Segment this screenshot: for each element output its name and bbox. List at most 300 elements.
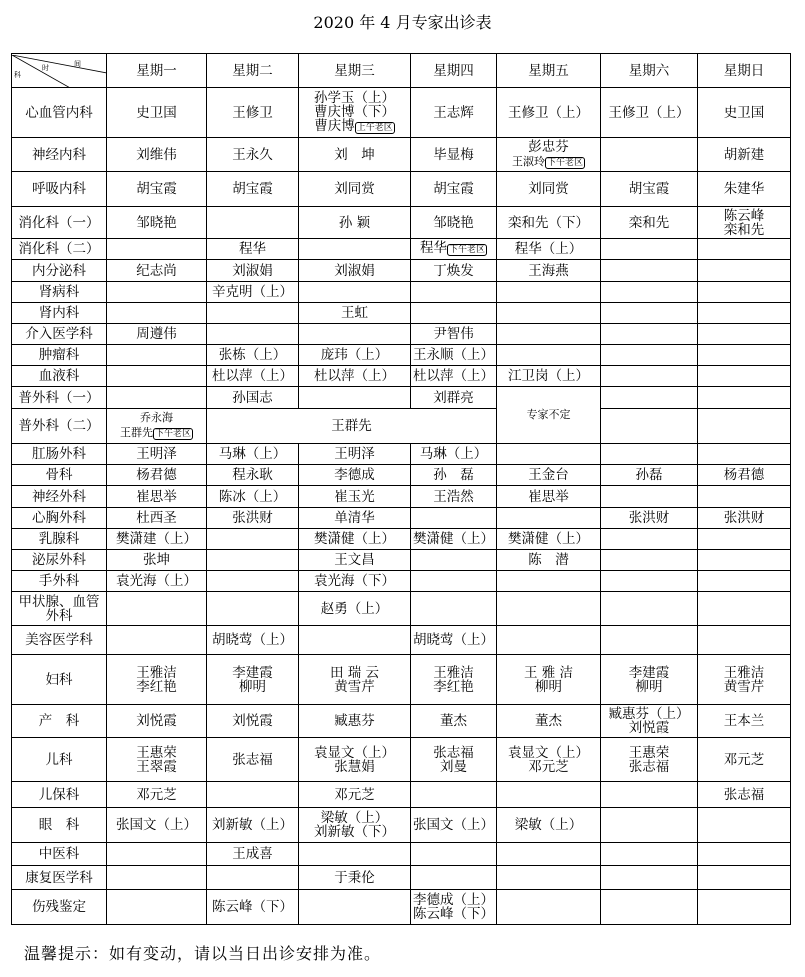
table-row bbox=[12, 890, 791, 925]
day-header: 星期三 bbox=[299, 54, 411, 88]
day-header: 星期四 bbox=[411, 54, 497, 88]
doctor-line: 邓元芝 bbox=[528, 758, 569, 775]
doctor-name: 曹庆博 bbox=[314, 117, 355, 134]
cell-sat bbox=[601, 808, 698, 843]
cell-fri: 刘同赏 bbox=[497, 172, 601, 207]
table-row bbox=[12, 529, 791, 550]
doctor-line: 乔永海 bbox=[140, 411, 173, 424]
table-row bbox=[12, 138, 791, 172]
doctor-line bbox=[107, 425, 206, 441]
cell-sat bbox=[601, 890, 698, 925]
cell-fri bbox=[497, 282, 601, 303]
cell-tue: 孙国志 bbox=[207, 387, 299, 409]
cell-fri: 梁敏（上） bbox=[497, 808, 601, 843]
cell-mon bbox=[107, 655, 207, 705]
cell-mon: 邓元芝 bbox=[107, 782, 207, 808]
doctor-line: 王惠荣 bbox=[136, 744, 177, 761]
footer-tip: 温馨提示：如有变动，请以当日出诊安排为准。 bbox=[24, 944, 382, 963]
cell-sat bbox=[601, 138, 698, 172]
doctor-line: 黄雪芹 bbox=[723, 678, 765, 695]
cell-tue: 王成喜 bbox=[207, 843, 299, 866]
cell-sat bbox=[601, 705, 698, 738]
cell-sat bbox=[601, 260, 698, 282]
cell-fri: 栾和先（下） bbox=[497, 207, 601, 239]
cell-wed: 孙 颖 bbox=[299, 207, 411, 239]
cell-sun bbox=[698, 626, 791, 655]
cell-wed bbox=[299, 808, 411, 843]
location-tag: 上午老区 bbox=[356, 122, 393, 133]
cell-thu bbox=[411, 239, 497, 260]
cell-tue bbox=[207, 782, 299, 808]
day-header: 星期六 bbox=[601, 54, 698, 88]
doctor-name: 王群先 bbox=[119, 426, 153, 439]
cell-wed bbox=[299, 387, 411, 409]
doctor-line: 张志福 bbox=[628, 758, 670, 775]
cell-thu: 王浩然 bbox=[411, 486, 497, 508]
table-row bbox=[12, 260, 791, 282]
cell-sat bbox=[601, 592, 698, 626]
cell-sun bbox=[698, 866, 791, 890]
cell-sat bbox=[601, 444, 698, 465]
cell-sat bbox=[601, 282, 698, 303]
cell-thu bbox=[411, 890, 497, 925]
doctor-line bbox=[497, 154, 600, 170]
cell-mon bbox=[107, 366, 207, 387]
cell-sat: 孙磊 bbox=[601, 465, 698, 486]
cell-sat bbox=[601, 303, 698, 324]
cell-fri bbox=[497, 655, 601, 705]
cell-thu bbox=[411, 655, 497, 705]
cell-mon: 刘悦霞 bbox=[107, 705, 207, 738]
cell-thu bbox=[411, 843, 497, 866]
cell-sat bbox=[601, 324, 698, 345]
cell-tue: 杜以萍（上） bbox=[207, 366, 299, 387]
dept-name: 肾内科 bbox=[12, 303, 107, 324]
dept-name: 心胸外科 bbox=[12, 508, 107, 529]
cell-mon bbox=[107, 239, 207, 260]
doctor-line: 陈云峰（下） bbox=[413, 906, 494, 922]
cell-sat bbox=[601, 571, 698, 592]
table-row bbox=[12, 843, 791, 866]
cell-tue bbox=[207, 550, 299, 571]
table-row bbox=[12, 550, 791, 571]
cell-sun bbox=[698, 324, 791, 345]
cell-fri-uncertain: 专家不定 bbox=[497, 387, 601, 444]
dept-name: 肾病科 bbox=[12, 282, 107, 303]
cell-sun: 史卫国 bbox=[698, 88, 791, 138]
table-row bbox=[12, 626, 791, 655]
cell-tue: 张栋（上） bbox=[207, 345, 299, 366]
cell-sun bbox=[698, 571, 791, 592]
table-row bbox=[12, 486, 791, 508]
cell-wed: 刘同赏 bbox=[299, 172, 411, 207]
table-row bbox=[12, 387, 791, 409]
doctor-line: 李红艳 bbox=[433, 678, 474, 695]
cell-tue bbox=[207, 571, 299, 592]
cell-fri: 崔思举 bbox=[497, 486, 601, 508]
cell-tue: 程永耿 bbox=[207, 465, 299, 486]
cell-fri bbox=[497, 626, 601, 655]
cell-thu: 王志辉 bbox=[411, 88, 497, 138]
dept-name: 乳腺科 bbox=[12, 529, 107, 550]
header-row bbox=[12, 54, 791, 88]
cell-wed: 庞玮（上） bbox=[299, 345, 411, 366]
cell-tue bbox=[207, 866, 299, 890]
cell-sat: 胡宝霞 bbox=[601, 172, 698, 207]
cell-fri: 王金台 bbox=[497, 465, 601, 486]
cell-sat: 张洪财 bbox=[601, 508, 698, 529]
cell-sat bbox=[601, 843, 698, 866]
cell-sun: 朱建华 bbox=[698, 172, 791, 207]
cell-sun: 张洪财 bbox=[698, 508, 791, 529]
cell-tue: 辛克明（上） bbox=[207, 282, 299, 303]
cell-sun: 王本兰 bbox=[698, 705, 791, 738]
doctor-line: 臧惠芬（上） bbox=[608, 706, 690, 722]
cell-sat bbox=[601, 345, 698, 366]
cell-tue: 王永久 bbox=[207, 138, 299, 172]
cell-wed: 王文昌 bbox=[299, 550, 411, 571]
cell-thu: 王永顺（上） bbox=[411, 345, 497, 366]
cell-tue: 马琳（上） bbox=[207, 444, 299, 465]
doctor-line: 刘曼 bbox=[440, 758, 467, 775]
cell-mon: 杨君德 bbox=[107, 465, 207, 486]
doctor-line: 柳明 bbox=[239, 678, 266, 695]
doctor-line: 王雅洁 bbox=[723, 664, 765, 681]
cell-sun bbox=[698, 843, 791, 866]
dept-name: 血液科 bbox=[12, 366, 107, 387]
table-row bbox=[12, 282, 791, 303]
cell-sat bbox=[601, 239, 698, 260]
cell-thu: 毕显梅 bbox=[411, 138, 497, 172]
cell-sun bbox=[698, 409, 791, 444]
dept-name: 手外科 bbox=[12, 571, 107, 592]
doctor-line: 黄雪芹 bbox=[334, 678, 375, 695]
doctor-line: 李建霞 bbox=[628, 664, 670, 681]
cell-mon bbox=[107, 866, 207, 890]
dept-name: 肿瘤科 bbox=[12, 345, 107, 366]
cell-fri: 王海燕 bbox=[497, 260, 601, 282]
cell-mon bbox=[107, 843, 207, 866]
location-tag: 下午老区 bbox=[448, 245, 485, 255]
cell-thu: 胡晓莺（上） bbox=[411, 626, 497, 655]
doctor-line: 刘新敏（下） bbox=[314, 824, 395, 840]
doctor-line: 王 雅 洁 bbox=[523, 664, 574, 681]
cell-tue: 张志福 bbox=[207, 738, 299, 782]
cell-thu: 樊潇健（上） bbox=[411, 529, 497, 550]
cell-mon bbox=[107, 626, 207, 655]
dept-name: 消化科（一） bbox=[12, 207, 107, 239]
cell-sat bbox=[601, 387, 698, 409]
cell-sun: 胡新建 bbox=[698, 138, 791, 172]
day-header: 星期五 bbox=[497, 54, 601, 88]
cell-sat bbox=[601, 409, 698, 444]
cell-sun bbox=[698, 239, 791, 260]
cell-sat bbox=[601, 550, 698, 571]
cell-mon: 史卫国 bbox=[107, 88, 207, 138]
cell-sat bbox=[601, 738, 698, 782]
cell-sun bbox=[698, 282, 791, 303]
cell-tue bbox=[207, 592, 299, 626]
cell-thu: 刘群亮 bbox=[411, 387, 497, 409]
cell-tue bbox=[207, 655, 299, 705]
cell-sun bbox=[698, 808, 791, 843]
cell-wed: 袁光海（下） bbox=[299, 571, 411, 592]
cell-tue: 王修卫 bbox=[207, 88, 299, 138]
doctor-line: 刘悦霞 bbox=[628, 720, 670, 736]
cell-sat bbox=[601, 626, 698, 655]
cell-sun bbox=[698, 387, 791, 409]
cell-fri bbox=[497, 303, 601, 324]
doctor-line bbox=[299, 119, 410, 135]
cell-mon: 袁光海（上） bbox=[107, 571, 207, 592]
cell-thu bbox=[411, 550, 497, 571]
table-row bbox=[12, 172, 791, 207]
dept-name: 骨科 bbox=[12, 465, 107, 486]
cell-tue: 陈云峰（下） bbox=[207, 890, 299, 925]
doctor-name: 程华 bbox=[419, 240, 447, 256]
doctor-line: 曹庆博（下） bbox=[314, 103, 395, 120]
cell-wed: 王明泽 bbox=[299, 444, 411, 465]
cell-wed: 王虹 bbox=[299, 303, 411, 324]
dept-name: 美容医学科 bbox=[12, 626, 107, 655]
table-row bbox=[12, 303, 791, 324]
cell-fri: 江卫岗（上） bbox=[497, 366, 601, 387]
cell-sun bbox=[698, 260, 791, 282]
cell-thu: 杜以萍（上） bbox=[411, 366, 497, 387]
cell-wed: 臧惠芬 bbox=[299, 705, 411, 738]
cell-mon bbox=[107, 303, 207, 324]
doctor-line: 张慧娟 bbox=[334, 758, 375, 775]
cell-tue: 张洪财 bbox=[207, 508, 299, 529]
cell-fri: 樊潇健（上） bbox=[497, 529, 601, 550]
cell-fri bbox=[497, 345, 601, 366]
doctor-line: 彭忠芬 bbox=[528, 138, 569, 155]
table-row bbox=[12, 465, 791, 486]
table-row bbox=[12, 705, 791, 738]
cell-thu: 胡宝霞 bbox=[411, 172, 497, 207]
cell-tue: 刘新敏（上） bbox=[207, 808, 299, 843]
cell-mon: 张国文（上） bbox=[107, 808, 207, 843]
cell-fri bbox=[497, 324, 601, 345]
doctor-line: 梁敏（上） bbox=[320, 810, 389, 826]
cell-fri bbox=[497, 866, 601, 890]
corner-label-dept: 科 bbox=[14, 70, 21, 79]
cell-wed: 单清华 bbox=[299, 508, 411, 529]
cell-thu bbox=[411, 571, 497, 592]
cell-thu: 尹智伟 bbox=[411, 324, 497, 345]
cell-thu bbox=[411, 508, 497, 529]
cell-mon bbox=[107, 890, 207, 925]
cell-mon: 樊潇建（上） bbox=[107, 529, 207, 550]
cell-wed: 杜以萍（上） bbox=[299, 366, 411, 387]
cell-mon bbox=[107, 282, 207, 303]
doctor-line: 孙学玉（上） bbox=[314, 89, 395, 106]
cell-thu bbox=[411, 282, 497, 303]
cell-wed: 刘 坤 bbox=[299, 138, 411, 172]
dept-name: 内分泌科 bbox=[12, 260, 107, 282]
cell-wed: 于秉伦 bbox=[299, 866, 411, 890]
dept-name: 神经外科 bbox=[12, 486, 107, 508]
page-title: 2020 年 4 月专家出诊表 bbox=[313, 13, 492, 32]
dept-name: 普外科（一） bbox=[12, 387, 107, 409]
dept-name: 呼吸内科 bbox=[12, 172, 107, 207]
cell-fri bbox=[497, 843, 601, 866]
cell-sun: 邓元芝 bbox=[698, 738, 791, 782]
cell-wed bbox=[299, 738, 411, 782]
cell-sun bbox=[698, 529, 791, 550]
day-header: 星期二 bbox=[207, 54, 299, 88]
cell-fri: 王修卫（上） bbox=[497, 88, 601, 138]
table-row bbox=[12, 508, 791, 529]
dept-name: 妇科 bbox=[12, 655, 107, 705]
day-header: 星期日 bbox=[698, 54, 791, 88]
corner-label-jian: 间 bbox=[74, 59, 81, 68]
doctor-line: 王翠霞 bbox=[136, 758, 177, 775]
cell-sat bbox=[601, 782, 698, 808]
cell-mon bbox=[107, 738, 207, 782]
cell-wed bbox=[299, 324, 411, 345]
doctor-line: 王惠荣 bbox=[628, 744, 670, 761]
table-row bbox=[12, 738, 791, 782]
cell-sat bbox=[601, 866, 698, 890]
cell-sat bbox=[601, 366, 698, 387]
corner-label-time: 时 bbox=[42, 63, 49, 72]
doctor-line: 栾和先 bbox=[723, 221, 765, 238]
doctor-line: 张志福 bbox=[433, 744, 474, 761]
cell-thu: 马琳（上） bbox=[411, 444, 497, 465]
table-row bbox=[12, 782, 791, 808]
cell-thu bbox=[411, 303, 497, 324]
doctor-line: 袁显文（上） bbox=[508, 744, 589, 761]
cell-mon: 刘维伟 bbox=[107, 138, 207, 172]
cell-thu: 董杰 bbox=[411, 705, 497, 738]
doctor-line: 袁显文（上） bbox=[314, 744, 395, 761]
cell-sun bbox=[698, 207, 791, 239]
dept-name: 儿保科 bbox=[12, 782, 107, 808]
location-tag: 下午老区 bbox=[546, 157, 583, 168]
table-row bbox=[12, 409, 791, 444]
cell-mon: 张坤 bbox=[107, 550, 207, 571]
cell-wed bbox=[299, 239, 411, 260]
cell-tue bbox=[207, 324, 299, 345]
cell-wed bbox=[299, 890, 411, 925]
cell-mon bbox=[107, 345, 207, 366]
cell-sun bbox=[698, 366, 791, 387]
cell-mon: 王明泽 bbox=[107, 444, 207, 465]
cell-sat: 栾和先 bbox=[601, 207, 698, 239]
cell-fri bbox=[497, 890, 601, 925]
doctor-line: 田 瑞 云 bbox=[329, 664, 380, 681]
cell-wed bbox=[299, 626, 411, 655]
location-tag: 下午老区 bbox=[154, 429, 191, 439]
dept-name: 中医科 bbox=[12, 843, 107, 866]
cell-wed bbox=[299, 655, 411, 705]
cell-tue: 胡宝霞 bbox=[207, 172, 299, 207]
dept-name: 普外科（二） bbox=[12, 409, 107, 444]
cell-mon: 胡宝霞 bbox=[107, 172, 207, 207]
cell-sun bbox=[698, 303, 791, 324]
doctor-line: 李德成（上） bbox=[413, 892, 494, 908]
table-row bbox=[12, 655, 791, 705]
table-row bbox=[12, 571, 791, 592]
dept-name: 伤残鉴定 bbox=[12, 890, 107, 925]
corner-cell bbox=[12, 54, 107, 88]
table-row bbox=[12, 88, 791, 138]
cell-fri: 程华（上） bbox=[497, 239, 601, 260]
dept-name: 眼 科 bbox=[12, 808, 107, 843]
doctor-line: 王雅洁 bbox=[433, 664, 474, 681]
table-row bbox=[12, 207, 791, 239]
table-row bbox=[12, 808, 791, 843]
cell-sat bbox=[601, 486, 698, 508]
cell-wed: 樊潇健（上） bbox=[299, 529, 411, 550]
cell-mon: 崔思举 bbox=[107, 486, 207, 508]
cell-mon: 杜西圣 bbox=[107, 508, 207, 529]
table-row bbox=[12, 444, 791, 465]
cell-thu bbox=[411, 782, 497, 808]
table-row bbox=[12, 592, 791, 626]
cell-thu bbox=[411, 592, 497, 626]
cell-sun bbox=[698, 550, 791, 571]
cell-tue: 程华 bbox=[207, 239, 299, 260]
cell-tue bbox=[207, 207, 299, 239]
cell-fri bbox=[497, 782, 601, 808]
dept-name: 泌尿外科 bbox=[12, 550, 107, 571]
table-row bbox=[12, 866, 791, 890]
cell-sun: 杨君德 bbox=[698, 465, 791, 486]
doctor-line: 李红艳 bbox=[136, 678, 177, 695]
cell-mon bbox=[107, 409, 207, 444]
dept-name: 产 科 bbox=[12, 705, 107, 738]
dept-name: 介入医学科 bbox=[12, 324, 107, 345]
dept-name-line: 外科 bbox=[45, 607, 73, 624]
cell-sun bbox=[698, 655, 791, 705]
cell-thu: 孙 磊 bbox=[411, 465, 497, 486]
cell-wed: 邓元芝 bbox=[299, 782, 411, 808]
cell-wed: 李德成 bbox=[299, 465, 411, 486]
cell-mon bbox=[107, 592, 207, 626]
dept-name: 心血管内科 bbox=[12, 88, 107, 138]
dept-name: 神经内科 bbox=[12, 138, 107, 172]
cell-fri bbox=[497, 592, 601, 626]
cell-tue-thu: 王群先 bbox=[207, 409, 497, 444]
cell-tue bbox=[207, 529, 299, 550]
cell-wed: 刘淑娟 bbox=[299, 260, 411, 282]
cell-wed bbox=[299, 88, 411, 138]
dept-name-line: 甲状腺、血管 bbox=[18, 593, 100, 610]
cell-tue: 刘悦霞 bbox=[207, 705, 299, 738]
schedule-table bbox=[11, 53, 791, 925]
doctor-line: 柳明 bbox=[635, 678, 663, 695]
cell-thu: 张国文（上） bbox=[411, 808, 497, 843]
cell-fri bbox=[497, 508, 601, 529]
day-header: 星期一 bbox=[107, 54, 207, 88]
table-row bbox=[12, 345, 791, 366]
cell-sun bbox=[698, 486, 791, 508]
doctor-line: 柳明 bbox=[535, 678, 562, 695]
cell-fri bbox=[497, 444, 601, 465]
table-row bbox=[12, 366, 791, 387]
cell-fri: 董杰 bbox=[497, 705, 601, 738]
table-row bbox=[12, 324, 791, 345]
cell-wed bbox=[299, 843, 411, 866]
cell-mon: 纪志尚 bbox=[107, 260, 207, 282]
doctor-name: 王淑玲 bbox=[511, 154, 545, 168]
dept-name: 肛肠外科 bbox=[12, 444, 107, 465]
cell-sat: 王修卫（上） bbox=[601, 88, 698, 138]
corner-diagonal-lines bbox=[12, 55, 106, 87]
doctor-line: 王雅洁 bbox=[136, 664, 177, 681]
